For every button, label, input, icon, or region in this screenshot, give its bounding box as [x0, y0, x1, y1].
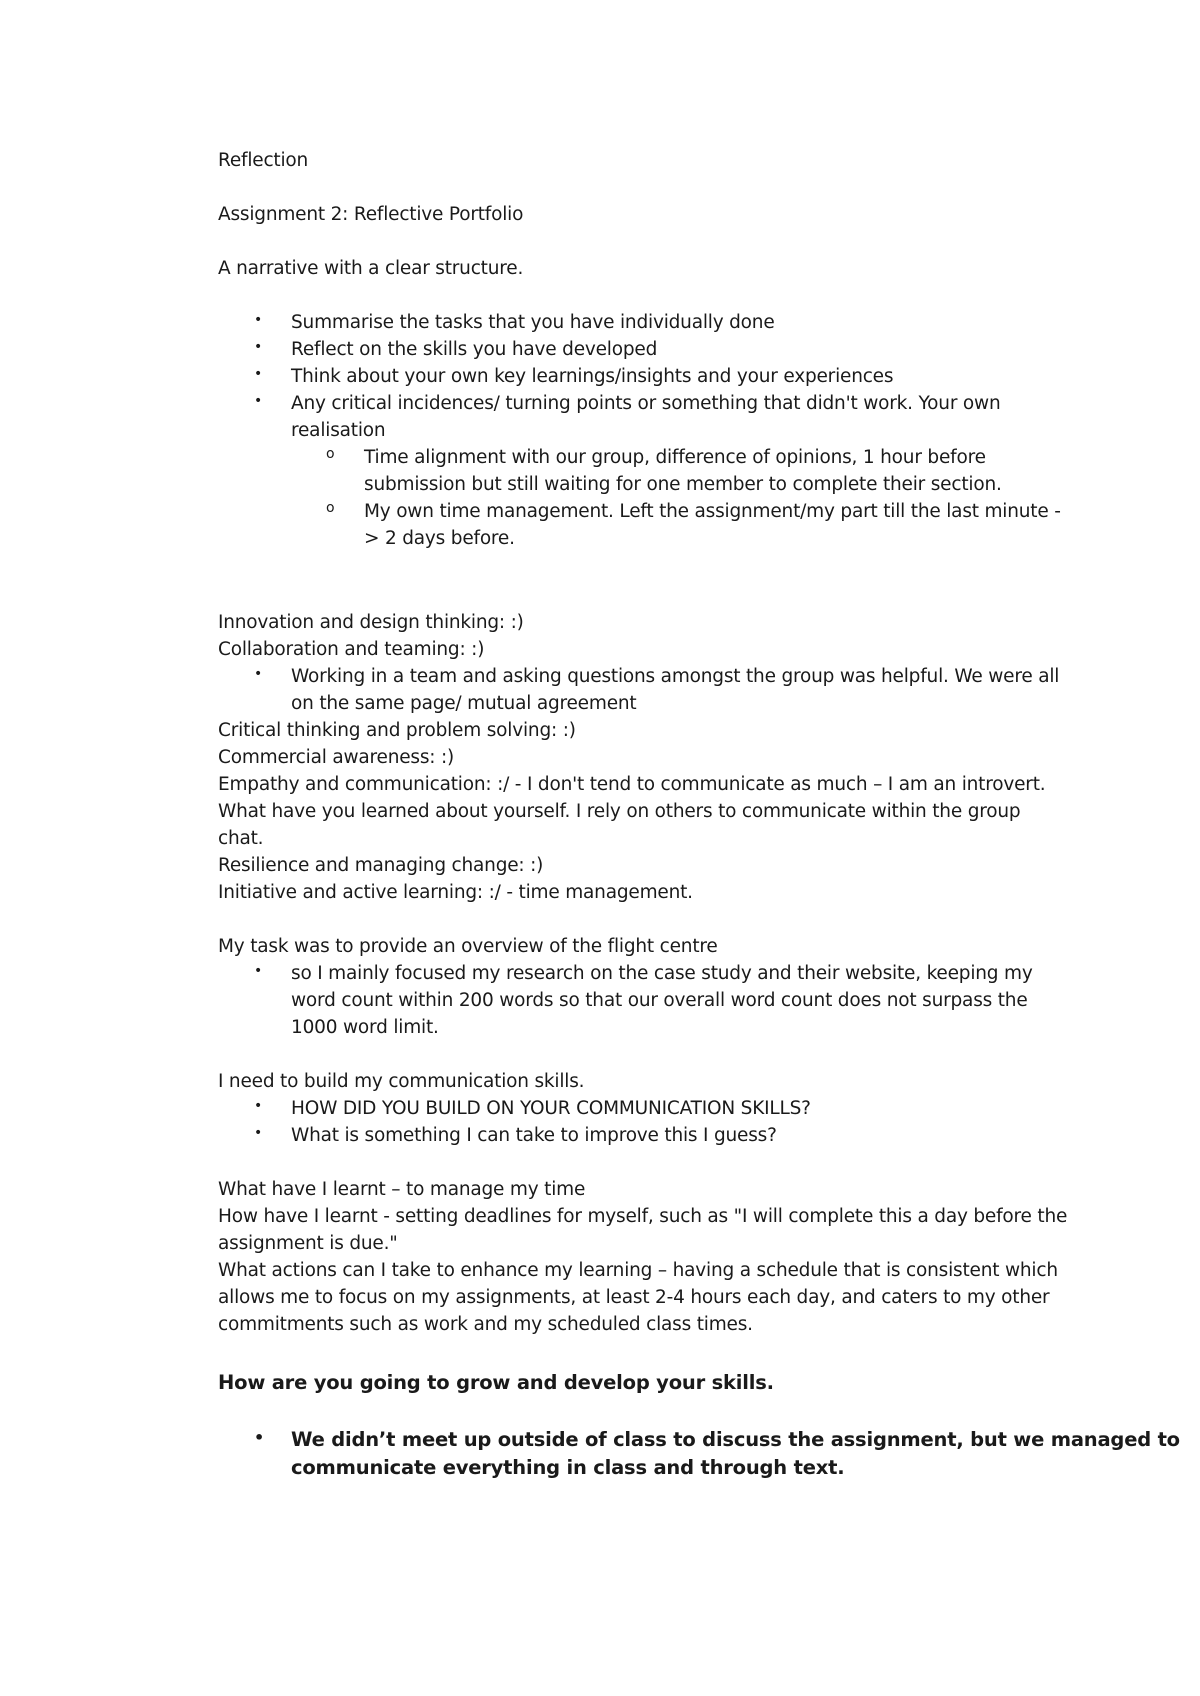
sub-list-item-continuation: submission but still waiting for one member to complete their section. [364, 474, 1002, 495]
list-item-continuation: realisation [291, 420, 386, 441]
skill-empathy-continuation: What have you learned about yourself. I rely on others to communicate within the group [218, 801, 1021, 822]
sub-list-item: Time alignment with our group, difference of opinions, 1 hour before [364, 447, 986, 468]
list-item: so I mainly focused my research on the case study and their website, keeping my [291, 963, 1033, 984]
list-item: Any critical incidences/ turning points or something that didn't work. Your own [291, 393, 1001, 414]
list-item: Think about your own key learnings/insights and your experiences [291, 366, 894, 387]
list-item: HOW DID YOU BUILD ON YOUR COMMUNICATION SKILLS? [291, 1098, 811, 1119]
sub-list-item: My own time management. Left the assignment/my part till the last minute - [364, 501, 1061, 522]
learnt-line: assignment is due." [218, 1233, 398, 1254]
sub-bullet-marker: o [326, 446, 335, 462]
list-item: We didn’t meet up outside of class to discuss the assignment, but we managed to [291, 1428, 1180, 1451]
list-item-continuation: 1000 word limit. [291, 1017, 439, 1038]
learnt-line: commitments such as work and my scheduled class times. [218, 1314, 753, 1335]
learnt-line: What actions can I take to enhance my learning – having a schedule that is consistent which [218, 1260, 1058, 1281]
bullet-marker: • [254, 366, 263, 382]
communication-heading: I need to build my communication skills. [218, 1071, 585, 1092]
list-item-continuation: word count within 200 words so that our overall word count does not surpass the [291, 990, 1028, 1011]
bullet-marker: • [254, 1428, 265, 1447]
intro-text: A narrative with a clear structure. [218, 258, 524, 279]
bullet-marker: • [254, 666, 263, 682]
task-heading: My task was to provide an overview of the flight centre [218, 936, 718, 957]
assignment-heading: Assignment 2: Reflective Portfolio [218, 204, 524, 225]
bullet-marker: • [254, 393, 263, 409]
list-item-continuation: on the same page/ mutual agreement [291, 693, 637, 714]
list-item: Reflect on the skills you have developed [291, 339, 658, 360]
list-item: What is something I can take to improve this I guess? [291, 1125, 777, 1146]
skill-empathy: Empathy and communication: :/ - I don't tend to communicate as much – I am an introvert. [218, 774, 1046, 795]
learnt-line: How have I learnt - setting deadlines for myself, such as "I will complete this a day before the [218, 1206, 1068, 1227]
learnt-line: allows me to focus on my assignments, at least 2-4 hours each day, and caters to my other [218, 1287, 1050, 1308]
skill-collaboration: Collaboration and teaming: :) [218, 639, 485, 660]
bullet-marker: • [254, 963, 263, 979]
skill-innovation: Innovation and design thinking: :) [218, 612, 524, 633]
skill-resilience: Resilience and managing change: :) [218, 855, 544, 876]
skill-initiative: Initiative and active learning: :/ - time management. [218, 882, 693, 903]
skill-commercial-awareness: Commercial awareness: :) [218, 747, 455, 768]
bullet-marker: • [254, 312, 263, 328]
bullet-marker: • [254, 1125, 263, 1141]
skill-empathy-continuation: chat. [218, 828, 264, 849]
grow-heading: How are you going to grow and develop your skills. [218, 1371, 774, 1394]
skill-critical-thinking: Critical thinking and problem solving: :) [218, 720, 576, 741]
document-title: Reflection [218, 150, 309, 171]
bullet-marker: • [254, 339, 263, 355]
list-item-continuation: communicate everything in class and through text. [291, 1456, 845, 1479]
learnt-line: What have I learnt – to manage my time [218, 1179, 586, 1200]
bullet-marker: • [254, 1098, 263, 1114]
sub-bullet-marker: o [326, 500, 335, 516]
sub-list-item-continuation: > 2 days before. [364, 528, 515, 549]
list-item: Working in a team and asking questions amongst the group was helpful. We were all [291, 666, 1060, 687]
list-item: Summarise the tasks that you have individually done [291, 312, 775, 333]
